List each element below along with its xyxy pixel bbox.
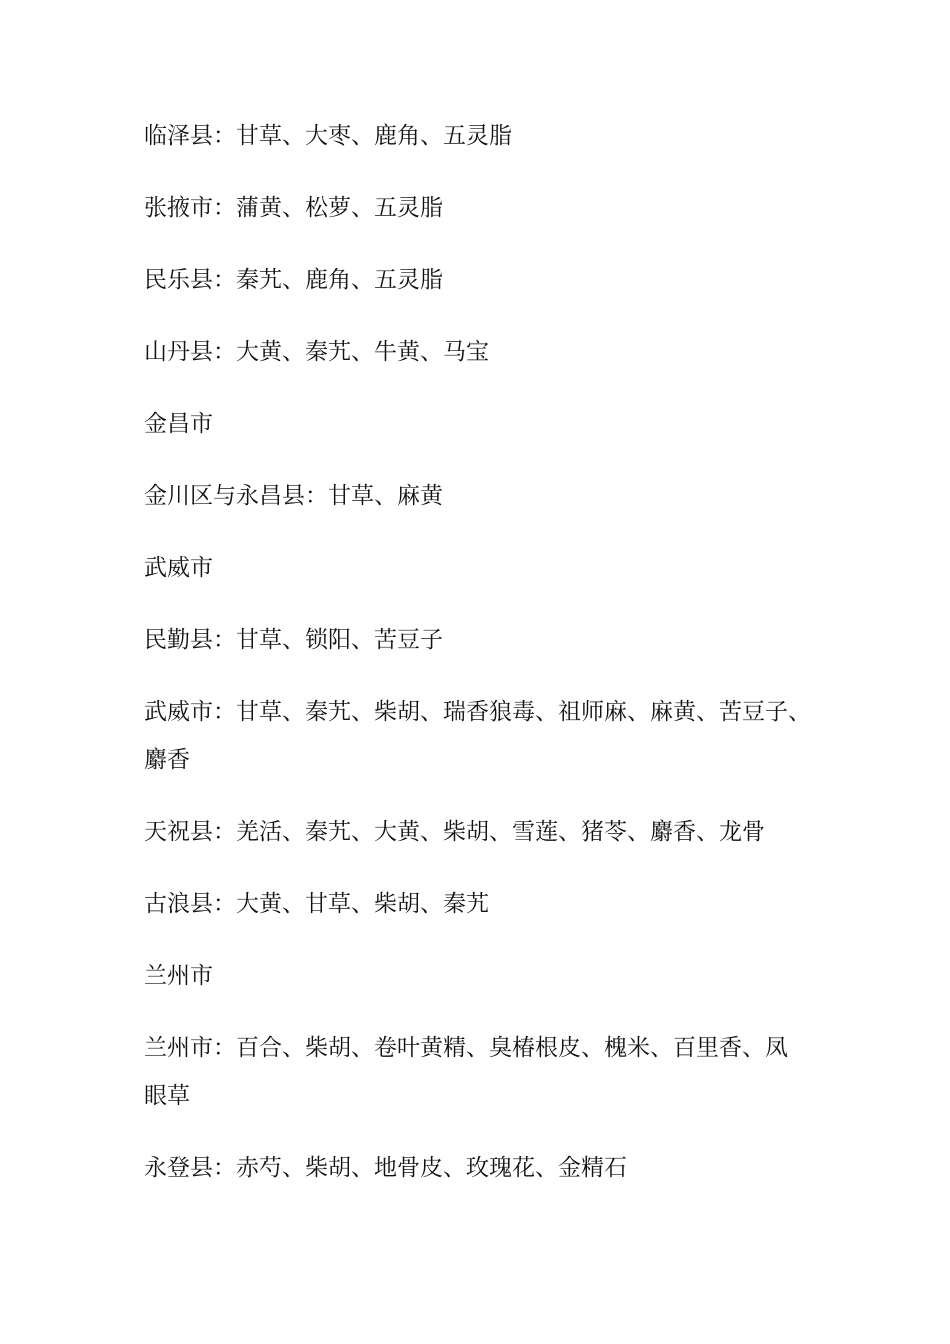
text-line: 张掖市：蒲黄、松萝、五灵脂 [144,195,443,221]
heading-line: 武威市 [144,555,213,581]
document-body [144,112,824,1216]
paragraph-shandan [144,328,824,376]
text-line: 山丹县：大黄、秦艽、牛黄、马宝 [144,339,489,365]
text-line: 兰州市：百合、柴胡、卷叶黄精、臭椿根皮、槐米、百里香、凤 [144,1035,788,1061]
text-line: 临泽县：甘草、大枣、鹿角、五灵脂 [144,123,512,149]
text-line: 民勤县：甘草、锁阳、苦豆子 [144,627,443,653]
text-line: 永登县：赤芍、柴胡、地骨皮、玫瑰花、金精石 [144,1155,627,1181]
paragraph-wuwei [144,688,824,784]
text-line: 天祝县：羌活、秦艽、大黄、柴胡、雪莲、猪苓、麝香、龙骨 [144,819,765,845]
paragraph-lanzhou [144,1024,824,1120]
heading-line: 兰州市 [144,963,213,989]
text-line: 民乐县：秦艽、鹿角、五灵脂 [144,267,443,293]
section-heading-lanzhou [144,952,824,1000]
paragraph-yongdeng [144,1144,824,1192]
paragraph-gulang [144,880,824,928]
section-heading-jinchang [144,400,824,448]
paragraph-minqin [144,616,824,664]
paragraph-linze [144,112,824,160]
paragraph-jinchuan-yongchang [144,472,824,520]
text-line: 麝香 [144,747,190,773]
text-line: 眼草 [144,1083,190,1109]
paragraph-minle [144,256,824,304]
text-line: 金川区与永昌县：甘草、麻黄 [144,483,443,509]
paragraph-zhangye [144,184,824,232]
text-line: 武威市：甘草、秦艽、柴胡、瑞香狼毒、祖师麻、麻黄、苦豆子、 [144,699,811,725]
text-line: 古浪县：大黄、甘草、柴胡、秦艽 [144,891,489,917]
section-heading-wuwei [144,544,824,592]
heading-line: 金昌市 [144,411,213,437]
paragraph-tianzhu [144,808,824,856]
